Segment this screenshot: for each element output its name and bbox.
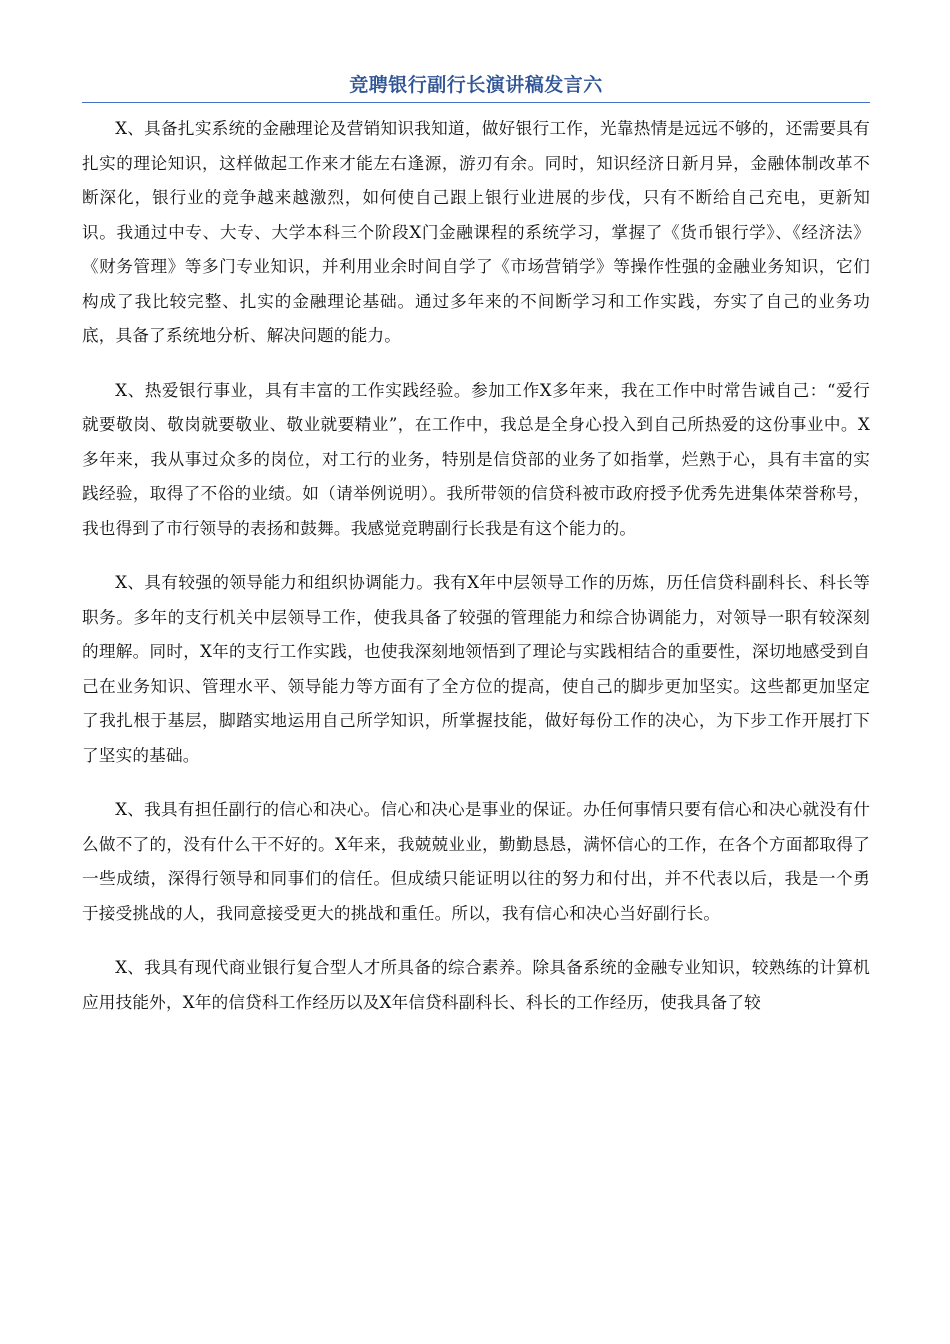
document-page xyxy=(82,72,870,1040)
paragraph-confidence: X、我具有担任副行的信心和决心。信心和决心是事业的保证。办任何事情只要有信心和决心就没有什么做不了的，没有什么干不好的。X年来，我兢兢业业，勤勤恳恳，满怀信心的工作，在各个方面都取得了一些成绩，深得行领导和同事们的信任。但成绩只能证明以往的努力和付出，并不代表以后，我是一个勇于接受挑战的人，我同意接受更大的挑战和重任。所以，我有信心和决心当好副行长。 xyxy=(82,800,870,923)
paragraph-comprehensive-quality: X、我具有现代商业银行复合型人才所具备的综合素养。除具备系统的金融专业知识，较熟练的计算机应用技能外，X年的信贷科工作经历以及X年信贷科副科长、科长的工作经历，使我具备了较 xyxy=(82,958,870,1012)
paragraph-leadership: X、具有较强的领导能力和组织协调能力。我有X年中层领导工作的历炼，历任信贷科副科长、科长等职务。多年的支行机关中层领导工作，使我具备了较强的管理能力和综合协调能力，对领导一职有较深刻的理解。同时，X年的支行工作实践，也使我深刻地领悟到了理论与实践相结合的重要性，深切地感受到自己在业务知识、管理水平、领导能力等方面有了全方位的提高，使自己的脚步更加坚实。这些都更加坚定了我扎根于基层，脚踏实地运用自己所学知识，所掌握技能，做好每份工作的决心，为下步工作开展打下了坚实的基础。 xyxy=(82,573,870,765)
paragraph-work-experience: X、热爱银行事业，具有丰富的工作实践经验。参加工作X多年来，我在工作中时常告诫自己：“爱行就要敬岗、敬岗就要敬业、敬业就要精业”，在工作中，我总是全身心投入到自己所热爱的这份事业中。X多年来，我从事过众多的岗位，对工行的业务，特别是信贷部的业务了如指掌，烂熟于心，具有丰富的实践经验，取得了不俗的业绩。如（请举例说明）。我所带领的信贷科被市政府授予优秀先进集体荣誉称号，我也得到了市行领导的表扬和鼓舞。我感觉竞聘副行长我是有这个能力的。 xyxy=(82,380,870,538)
paragraph-financial-knowledge: X、具备扎实系统的金融理论及营销知识我知道，做好银行工作，光靠热情是远远不够的，还需要具有扎实的理论知识，这样做起工作来才能左右逢源，游刃有余。同时，知识经济日新月异，金融体制改革不断深化，银行业的竞争越来越激烈，如何使自己跟上银行业进展的步伐，只有不断给自己充电，更新知识。我通过中专、大专、大学本科三个阶段X门金融课程的系统学习，掌握了《货币银行学》、《经济法》《财务管理》等多门专业知识，并利用业余时间自学了《市场营销学》等操作性强的金融业务知识，它们构成了我比较完整、扎实的金融理论基础。通过多年来的不间断学习和工作实践，夯实了自己的业务功底，具备了系统地分析、解决问题的能力。 xyxy=(82,119,870,345)
document-title: 竞聘银行副行长演讲稿发言六 xyxy=(82,72,870,103)
